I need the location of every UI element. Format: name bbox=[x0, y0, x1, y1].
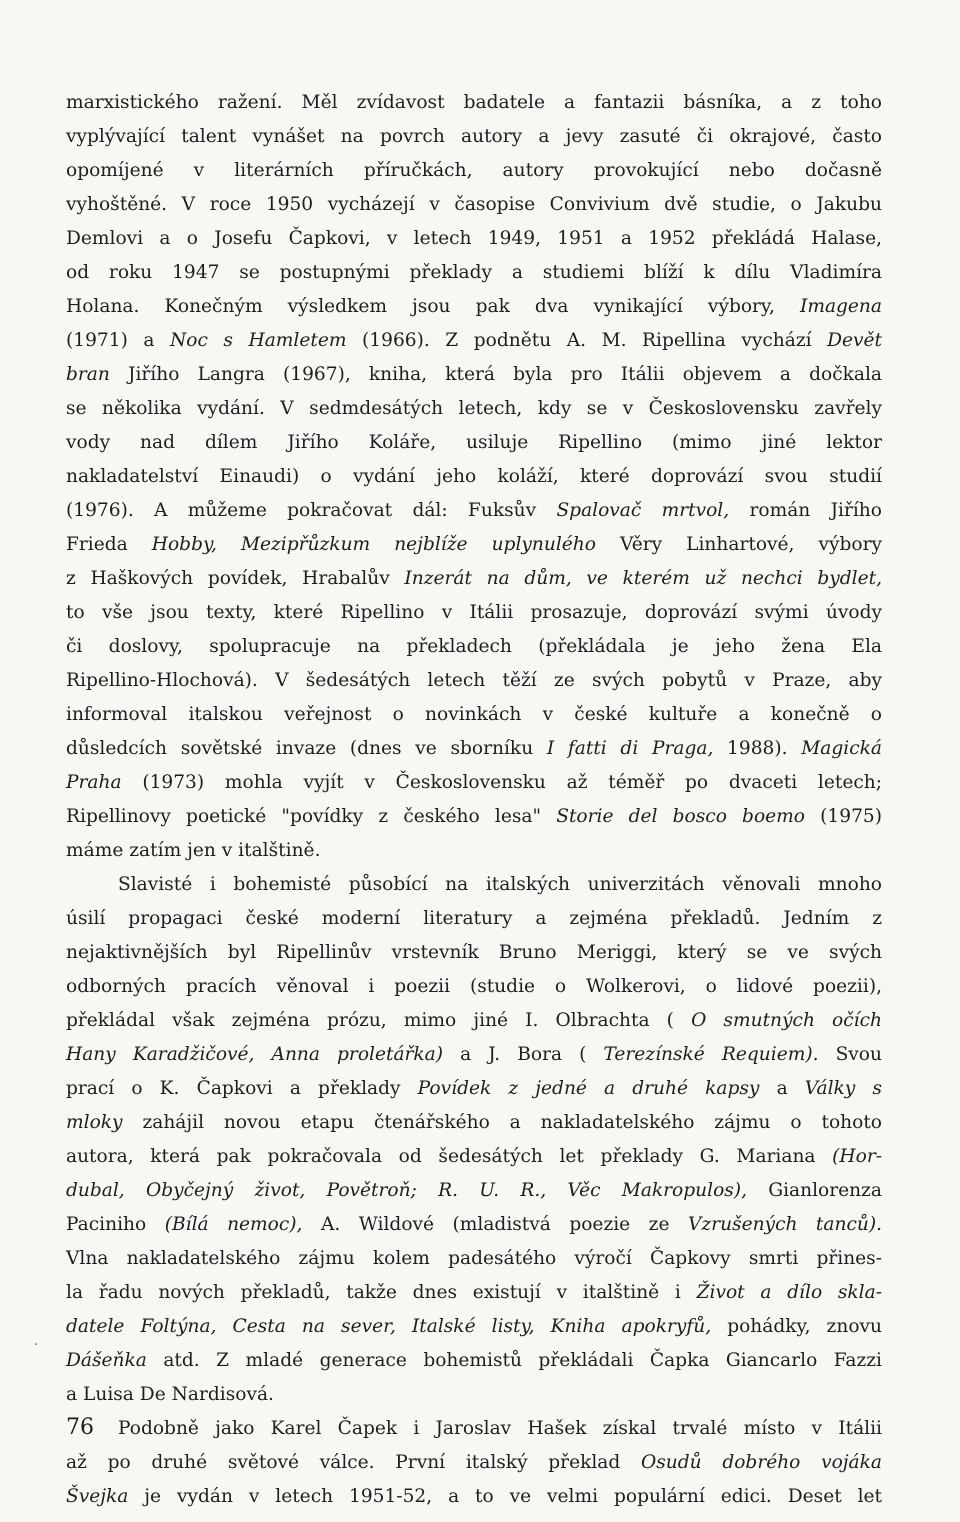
italic-title: Noc s Hamletem bbox=[170, 330, 347, 351]
text-run: marxistického ražení. Měl zvídavost badatele a fantazii básníka, a z toho bbox=[66, 92, 882, 113]
text-line bbox=[66, 392, 882, 426]
italic-title: datele Foltýna, Cesta na sever, Italské listy, Kniha apokryfů, bbox=[66, 1316, 712, 1337]
text-line bbox=[66, 1174, 882, 1208]
text-line bbox=[66, 732, 882, 766]
text-run: úsilí propagaci české moderní literatury a zejména překladů. Jedním z bbox=[66, 908, 882, 929]
italic-title: (Bílá nemoc), bbox=[164, 1214, 303, 1235]
italic-title: Osudů dobrého vojáka bbox=[640, 1452, 882, 1473]
text-run: až po druhé světové válce. První italský překlad bbox=[66, 1452, 621, 1473]
italic-title: dubal, Obyčejný život, Povětroň; R. U. R., Věc Makropulos), bbox=[66, 1180, 747, 1201]
text-line bbox=[66, 664, 882, 698]
text-run: je vydán v letech 1951-52, a to ve velmi populární edici. Deset let bbox=[144, 1486, 882, 1507]
text-line bbox=[66, 800, 882, 834]
italic-title: Vzrušených tanců). bbox=[687, 1214, 883, 1235]
italic-title: Terezínské Requiem). bbox=[603, 1044, 819, 1065]
text-run: Slavisté i bohemisté působící na italských univerzitách věnovali mnoho bbox=[118, 874, 882, 895]
italic-title: Magická bbox=[801, 738, 882, 759]
text-line bbox=[66, 596, 882, 630]
italic-title: bran bbox=[66, 364, 110, 385]
text-line bbox=[66, 1242, 882, 1276]
text-line bbox=[66, 630, 882, 664]
text-run: zahájil novou etapu čtenářského a nakladatelského zájmu o tohoto bbox=[142, 1112, 882, 1133]
text-run: informoval italskou veřejnost o novinkách v české kultuře a konečně o bbox=[66, 704, 882, 725]
italic-title: O smutných očích bbox=[691, 1010, 882, 1031]
text-run: důsledcích sovětské invaze (dnes ve sborníku bbox=[66, 738, 534, 759]
italic-title: Povídek z jedné a druhé kapsy bbox=[417, 1078, 760, 1099]
page-number: 76 bbox=[66, 1415, 94, 1440]
italic-title: Hobby, Mezipřůzkum nejblíže uplynulého bbox=[151, 534, 596, 555]
text-run: nejaktivnějších byl Ripellinův vrstevník Bruno Meriggi, který se ve svých bbox=[66, 942, 882, 963]
text-line bbox=[66, 1140, 882, 1174]
text-run: la řadu nových překladů, takže dnes existují v italštině i bbox=[66, 1282, 681, 1303]
text-run: Ripellino-Hlochová). V šedesátých letech těží ze svých pobytů v Praze, aby bbox=[66, 670, 882, 691]
text-line bbox=[66, 698, 882, 732]
text-run: Podobně jako Karel Čapek i Jaroslav Hašek získal trvalé místo v Itálii bbox=[118, 1418, 882, 1439]
text-line bbox=[66, 834, 882, 868]
text-line bbox=[66, 188, 882, 222]
text-run: opomíjené v literárních příručkách, autory provokující nebo dočasně bbox=[66, 160, 882, 181]
italic-title: Inzerát na dům, ve kterém už nechci bydlet, bbox=[404, 568, 882, 589]
italic-title: Švejka bbox=[66, 1486, 129, 1507]
text-run: pohádky, znovu bbox=[727, 1316, 882, 1337]
text-line bbox=[66, 1378, 882, 1412]
text-run: překládal však zejména prózu, mimo jiné I. Olbrachta ( bbox=[66, 1010, 674, 1031]
text-line bbox=[66, 1106, 882, 1140]
text-run: vyhoštěné. V roce 1950 vycházejí v časopise Convivium dvě studie, o Jakubu bbox=[66, 194, 882, 215]
text-line bbox=[66, 766, 882, 800]
italic-title: Praha bbox=[66, 772, 122, 793]
text-run: nakladatelství Einaudi) o vydání jeho koláží, které doprovází svou studií bbox=[66, 466, 882, 487]
text-line bbox=[66, 528, 882, 562]
italic-title: Války s bbox=[804, 1078, 882, 1099]
text-run: (1976). A můžeme pokračovat dál: Fuksův bbox=[66, 500, 537, 521]
text-line bbox=[66, 426, 882, 460]
text-run: a bbox=[776, 1078, 788, 1099]
italic-title: Imagena bbox=[799, 296, 882, 317]
text-run: Frieda bbox=[66, 534, 128, 555]
body-text bbox=[66, 86, 882, 1514]
text-run: Ripellinovy poetické "povídky z českého lesa" bbox=[66, 806, 542, 827]
text-run: (1966). Z podnětu A. M. Ripellina vychází bbox=[362, 330, 812, 351]
text-line bbox=[66, 324, 882, 358]
text-line bbox=[66, 1310, 882, 1344]
text-run: Holana. Konečným výsledkem jsou pak dva vynikající výbory, bbox=[66, 296, 775, 317]
italic-title: Hany Karadžičové, Anna proletářka) bbox=[66, 1044, 444, 1065]
text-line bbox=[66, 222, 882, 256]
italic-title: (Hor- bbox=[832, 1146, 882, 1167]
text-run: Gianlorenza bbox=[768, 1180, 882, 1201]
text-run: A. Wildové (mladistvá poezie ze bbox=[320, 1214, 670, 1235]
text-run: či doslovy, spolupracuje na překladech (překládala je jeho žena Ela bbox=[66, 636, 882, 657]
text-line bbox=[66, 1276, 882, 1310]
italic-title: Storie del bosco boemo bbox=[556, 806, 805, 827]
text-run: od roku 1947 se postupnými překlady a studiemi blíží k dílu Vladimíra bbox=[66, 262, 882, 283]
text-run: (1971) a bbox=[66, 330, 155, 351]
text-run: se několika vydání. V sedmdesátých letech, kdy se v Československu zavřely bbox=[66, 398, 882, 419]
text-run: (1973) mohla vyjít v Československu až téměř po dvaceti letech; bbox=[142, 772, 882, 793]
text-line bbox=[66, 1072, 882, 1106]
text-line bbox=[66, 358, 882, 392]
text-run: to vše jsou texty, které Ripellino v Itálii prosazuje, doprovází svými úvody bbox=[66, 602, 882, 623]
text-line bbox=[66, 120, 882, 154]
text-line bbox=[66, 868, 882, 902]
text-run: autora, která pak pokračovala od šedesátých let překlady G. Mariana bbox=[66, 1146, 816, 1167]
text-line bbox=[66, 970, 882, 1004]
text-run: Paciniho bbox=[66, 1214, 147, 1235]
text-run: prací o K. Čapkovi a překlady bbox=[66, 1078, 401, 1099]
text-line bbox=[66, 1412, 882, 1446]
text-run: (1975) bbox=[820, 806, 882, 827]
italic-title: Spalovač mrtvol, bbox=[556, 500, 730, 521]
text-run: Vlna nakladatelského zájmu kolem padesátého výročí Čapkovy smrti přines- bbox=[66, 1248, 882, 1269]
text-line bbox=[66, 936, 882, 970]
text-run: Jiřího Langra (1967), kniha, která byla pro Itálii objevem a dočkala bbox=[128, 364, 882, 385]
text-run: a Luisa De Nardisová. bbox=[66, 1384, 274, 1405]
text-run: Svou bbox=[835, 1044, 882, 1065]
text-line bbox=[66, 562, 882, 596]
text-run: Demlovi a o Josefu Čapkovi, v letech 1949, 1951 a 1952 překládá Halase, bbox=[66, 228, 882, 249]
text-line bbox=[66, 1344, 882, 1378]
text-line bbox=[66, 902, 882, 936]
italic-title: Dášeňka bbox=[66, 1350, 147, 1371]
text-line bbox=[66, 1038, 882, 1072]
text-run: román Jiřího bbox=[749, 500, 882, 521]
text-run: máme zatím jen v italštině. bbox=[66, 840, 321, 861]
text-run: vyplývající talent vynášet na povrch autory a jevy zasuté či okrajové, často bbox=[66, 126, 882, 147]
italic-title: mloky bbox=[66, 1112, 123, 1133]
text-line bbox=[66, 290, 882, 324]
italic-title: Život a dílo skla- bbox=[696, 1282, 882, 1303]
text-run: vody nad dílem Jiřího Koláře, usiluje Ripellino (mimo jiné lektor bbox=[66, 432, 882, 453]
text-run: atd. Z mladé generace bohemistů překládali Čapka Giancarlo Fazzi bbox=[163, 1350, 882, 1371]
italic-title: I fatti di Praga, bbox=[546, 738, 714, 759]
text-line bbox=[66, 460, 882, 494]
text-line bbox=[66, 494, 882, 528]
text-run: z Haškových povídek, Hrabalův bbox=[66, 568, 390, 589]
italic-title: Devět bbox=[827, 330, 883, 351]
text-line bbox=[66, 1004, 882, 1038]
text-run: a J. Bora ( bbox=[460, 1044, 587, 1065]
text-line bbox=[66, 86, 882, 120]
text-run: 1988). bbox=[727, 738, 788, 759]
text-line bbox=[66, 256, 882, 290]
text-line bbox=[66, 154, 882, 188]
text-run: Věry Linhartové, výbory bbox=[620, 534, 882, 555]
text-line bbox=[66, 1446, 882, 1480]
text-run: odborných pracích věnoval i poezii (studie o Wolkerovi, o lidové poezii), bbox=[66, 976, 882, 997]
text-line bbox=[66, 1480, 882, 1514]
margin-mark: . bbox=[34, 1333, 39, 1349]
text-line bbox=[66, 1208, 882, 1242]
